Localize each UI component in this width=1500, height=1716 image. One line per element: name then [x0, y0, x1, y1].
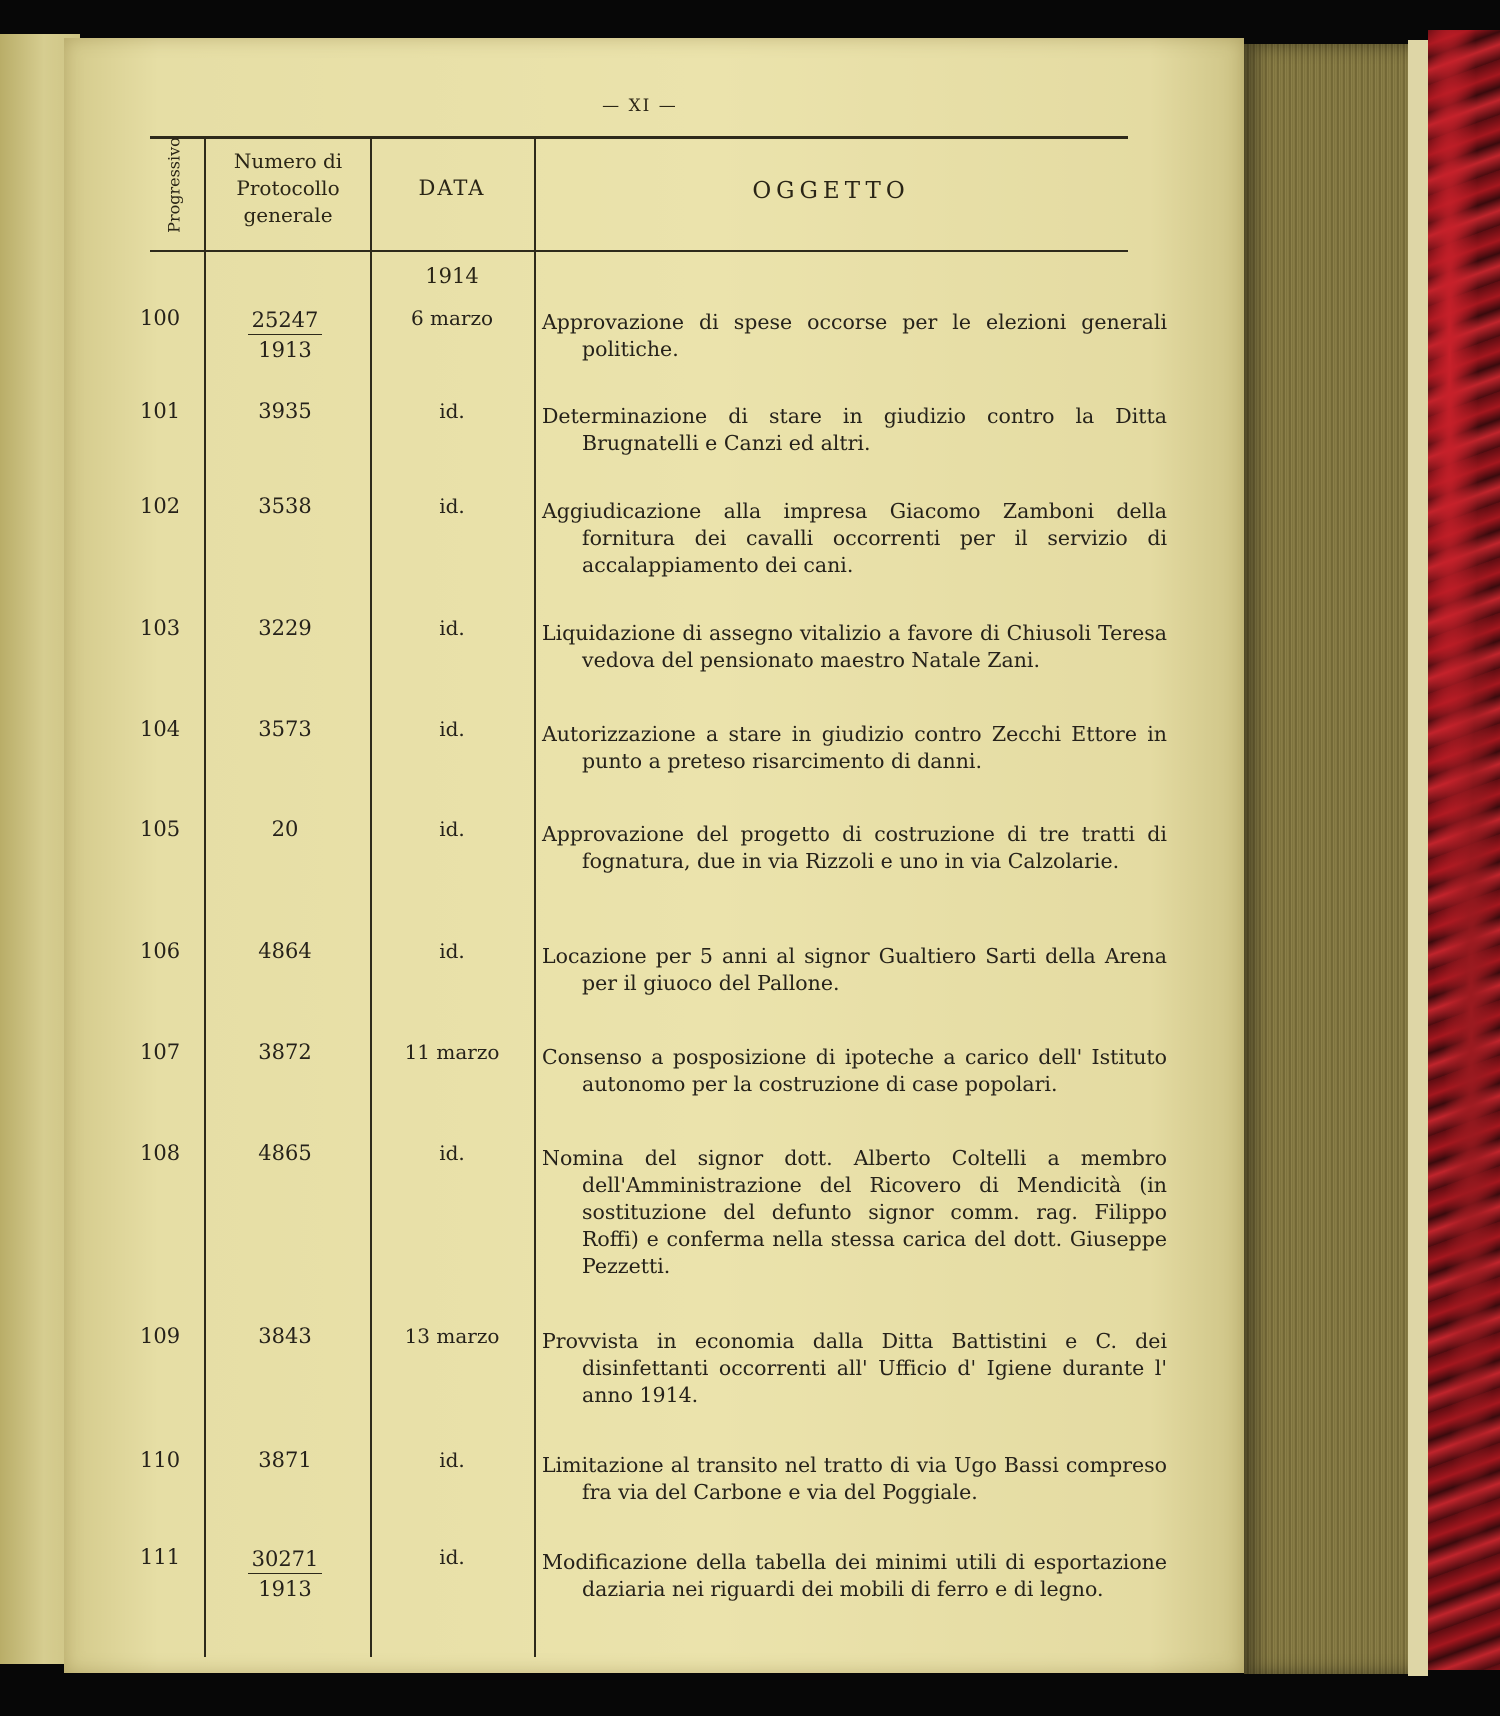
protocol-number-cell: 3229	[258, 616, 312, 640]
column-divider-3	[534, 139, 536, 1657]
page-stack-lip	[1408, 40, 1428, 1676]
progressivo-cell: 104	[140, 717, 181, 741]
subject-cell: Limitazione al transito nel tratto di via Ugo Bassi compreso fra via del Carbone e via del Poggiale.	[542, 1453, 1167, 1504]
header-numero: Numero di Protocollo generale	[233, 149, 343, 227]
date-cell: id.	[439, 616, 465, 640]
subject-cell: Nomina del signor dott. Alberto Coltelli a membro dell'Amministrazione del Ricovero di Mendicità (in sostituzione del defunto signor comm. rag. Filippo Roffi) e conferma nella stessa carica del dott. Giuseppe Pezzetti.	[542, 1146, 1167, 1278]
date-cell: 11 marzo	[404, 1040, 500, 1064]
subject-cell: Approvazione di spese occorse per le elezioni generali politiche.	[542, 310, 1167, 361]
date-cell: 6 marzo	[410, 306, 494, 330]
page-number: — XI —	[602, 96, 678, 116]
protocol-number-cell: 3843	[258, 1324, 312, 1348]
date-cell: id.	[439, 717, 465, 741]
protocol-number-cell: 3573	[258, 717, 312, 741]
book-cover	[1428, 30, 1500, 1670]
protocol-year: 1913	[258, 1577, 312, 1601]
top-rule	[150, 136, 1128, 139]
progressivo-cell: 103	[140, 616, 181, 640]
subject-cell: Autorizzazione a stare in giudizio contro Zecchi Ettore in punto a preteso risarcimento di danni.	[542, 722, 1167, 773]
progressivo-cell: 101	[140, 399, 181, 423]
date-cell: id.	[439, 939, 465, 963]
header-bottom-rule	[150, 250, 1128, 252]
column-divider-1	[204, 139, 206, 1657]
progressivo-cell: 111	[140, 1545, 181, 1569]
subject-cell: Modificazione della tabella dei minimi utili di esportazione daziaria nei riguardi dei mobili di ferro e di legno.	[542, 1550, 1167, 1601]
date-cell: id.	[439, 494, 465, 518]
progressivo-cell: 108	[140, 1141, 181, 1165]
subject-cell: Locazione per 5 anni al signor Gualtiero Sarti della Arena per il giuoco del Pallone.	[542, 944, 1167, 995]
protocol-number-cell: 3871	[258, 1448, 312, 1472]
protocol-number-cell: 4865	[258, 1141, 312, 1165]
protocol-number-cell: 3538	[258, 494, 312, 518]
protocol-number: 25247	[248, 306, 323, 335]
progressivo-cell: 109	[140, 1324, 181, 1348]
protocol-year: 1913	[258, 338, 312, 362]
header-data: DATA	[418, 176, 486, 200]
protocol-number-cell: 3872	[258, 1040, 312, 1064]
header-oggetto: OGGETTO	[752, 178, 910, 204]
subject-cell: Determinazione di stare in giudizio contro la Ditta Brugnatelli e Canzi ed altri.	[542, 404, 1167, 455]
progressivo-cell: 110	[140, 1448, 181, 1472]
header-progressivo: Progressivo	[164, 137, 184, 233]
date-cell: id.	[439, 1448, 465, 1472]
progressivo-cell: 107	[140, 1040, 181, 1064]
date-cell: 13 marzo	[404, 1324, 500, 1348]
protocol-number-cell: 20	[271, 817, 299, 841]
date-cell: id.	[439, 817, 465, 841]
progressivo-cell: 102	[140, 494, 181, 518]
subject-cell: Approvazione del progetto di costruzione di tre tratti di fognatura, due in via Rizzoli e uno in via Calzolarie.	[542, 822, 1167, 873]
protocol-number-cell	[210, 1545, 360, 1604]
date-cell: id.	[439, 399, 465, 423]
progressivo-cell: 106	[140, 939, 181, 963]
protocol-number-cell: 4864	[258, 939, 312, 963]
date-cell: id.	[439, 1141, 465, 1165]
protocol-number-cell	[210, 306, 360, 365]
progressivo-cell: 100	[140, 306, 181, 330]
protocol-number: 30271	[248, 1545, 323, 1574]
subject-cell: Aggiudicazione alla impresa Giacomo Zamboni della fornitura dei cavalli occorrenti per il servizio di accalappiamento dei cani.	[542, 499, 1167, 577]
subject-cell: Liquidazione di assegno vitalizio a favore di Chiusoli Teresa vedova del pensionato maestro Natale Zani.	[542, 621, 1167, 672]
year-label: 1914	[425, 264, 479, 288]
page-stack-edge	[1244, 44, 1424, 1674]
progressivo-cell: 105	[140, 817, 181, 841]
subject-cell: Consenso a posposizione di ipoteche a carico dell' Istituto autonomo per la costruzione di case popolari.	[542, 1045, 1167, 1096]
subject-cell: Provvista in economia dalla Ditta Battistini e C. dei disinfettanti occorrenti all' Ufficio d' Igiene durante l' anno 1914.	[542, 1329, 1167, 1407]
column-divider-2	[370, 139, 372, 1657]
date-cell: id.	[439, 1545, 465, 1569]
protocol-number-cell: 3935	[258, 399, 312, 423]
